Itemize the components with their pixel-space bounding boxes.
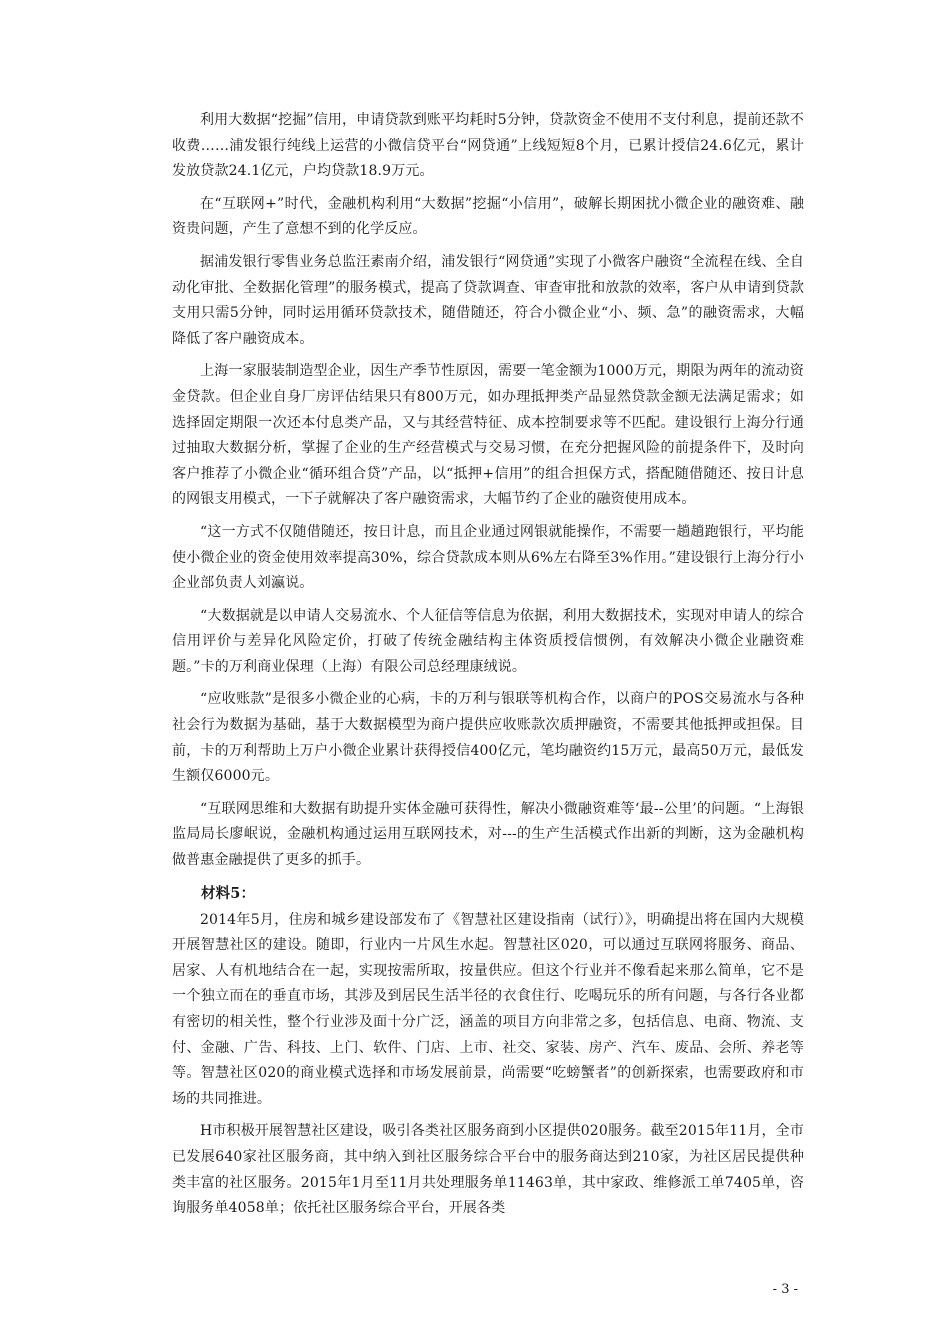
paragraph-8: “互联网思维和大数据有助提升实体金融可获得性，解决小微融资难等‘最--公里’的问题。“上海银监局局长廖岷说，金融机构通过运用互联网技术，对---的生产生活模式作出新的判断，这为金融机构做普惠金融提供了更多的抓手。 [172, 800, 804, 869]
paragraph-7: “应收账款”是很多小微企业的心病，卡的万利与银联等机构合作，以商户的POS交易流水与各种社会行为数据为基础，基于大数据模型为商户提供应收账款次质押融资，不需要其他抵押或担保。目前，卡的万利帮助上万户小微企业累计获得授信400亿元，笔均融资约15万元，最高50万元，最低发生额仅6000元。 [172, 691, 804, 785]
paragraph-9: 2014年5月，住房和城乡建设部发布了《智慧社区建设指南（试行）》，明确提出将在国内大规模开展智慧社区的建设。随即，行业内一片风生水起。智慧社区020，可以通过互联网将服务、商品、居家、人有机地结合在一起，实现按需所取，按量供应。但这个行业并不像看起来那么简单，它不是一个独立而在的垂直市场，其涉及到居民生活半径的衣食住行、吃喝玩乐的所有问题，与各行各业都有密切的相关性，整个行业涉及面十分广泛，涵盖的项目方向非常之多，包括信息、电商、物流、支付、金融、广告、科技、上门、软件、门店、上市、社交、家装、房产、汽车、废品、会所、养老等等。智慧社区020的商业模式选择和市场发展前景，尚需要“吃螃蟹者”的创新探索，也需要政府和市场的共同推进。 [172, 911, 804, 1107]
paragraph-3: 据浦发银行零售业务总监汪素南介绍，浦发银行“网贷通”实现了小微客户融资“全流程在线、全自动化审批、全数据化管理”的服务模式，提高了贷款调查、审查审批和放款的效率，客户从申请到贷款支用只需5分钟，同时运用循环贷款技术，随借随还，符合小微企业“小、频、急”的融资需求，大幅降低了客户融资成本。 [172, 253, 804, 347]
paragraph-6: “大数据就是以申请人交易流水、个人征信等信息为依据，利用大数据技术，实现对申请人的综合信用评价与差异化风险定价，打破了传统金融结构主体资质授信惯例，有效解决小微企业融资难题。”卡的万利商业保理（上海）有限公司总经理康绒说。 [172, 607, 804, 675]
section-heading-material-5: 材料5： [201, 884, 256, 902]
paragraph-10: H市积极开展智慧社区建设，吸引各类社区服务商到小区提供020服务。截至2015年11月，全市已发展640家社区服务商，其中纳入到社区服务综合平台中的服务商达到210家，为社区居民提供种类丰富的社区服务。2015年1月至11月共处理服务单11463单，其中家政、维修派工单7405单，咨询服务单4058单；依托社区服务综合平台，开展各类 [172, 1123, 804, 1217]
page-number: - 3 - [772, 1282, 798, 1297]
document-body [172, 108, 804, 1229]
paragraph-5: “这一方式不仅随借随还，按日计息，而且企业通过网银就能操作，不需要一趟趟跑银行，平均能使小微企业的资金使用效率提高30%，综合贷款成本则从6%左右降至3%作用。”建设银行上海分行小企业部负责人刘瀛说。 [172, 523, 804, 592]
paragraph-2: 在“互联网+”时代，金融机构利用“大数据”挖掘“小信用”，破解长期困扰小微企业的融资难、融资贵问题，产生了意想不到的化学反应。 [172, 195, 804, 238]
paragraph-1: 利用大数据“挖掘”信用，申请贷款到账平均耗时5分钟，贷款资金不使用不支付利息，提前还款不收费……浦发银行纯线上运营的小微信贷平台“网贷通”上线短短8个月，已累计授信24.6亿元，累计发放贷款24.1亿元，户均贷款18.9万元。 [172, 112, 804, 180]
paragraph-4: 上海一家服装制造型企业，因生产季节性原因，需要一笔金额为1000万元，期限为两年的流动资金贷款。但企业自身厂房评估结果只有800万元，如办理抵押类产品显然贷款金额无法满足需求；如选择固定期限一次还本付息类产品，又与其经营特征、成本控制要求等不匹配。建设银行上海分行通过抽取大数据分析，掌握了企业的生产经营模式与交易习惯，在充分把握风险的前提条件下，及时向客户推荐了小微企业“循环组合贷”产品，以“抵押+信用”的组合担保方式，搭配随借随还、按日计息的网银支用模式，一下子就解决了客户融资需求，大幅节约了企业的融资使用成本。 [172, 363, 804, 508]
